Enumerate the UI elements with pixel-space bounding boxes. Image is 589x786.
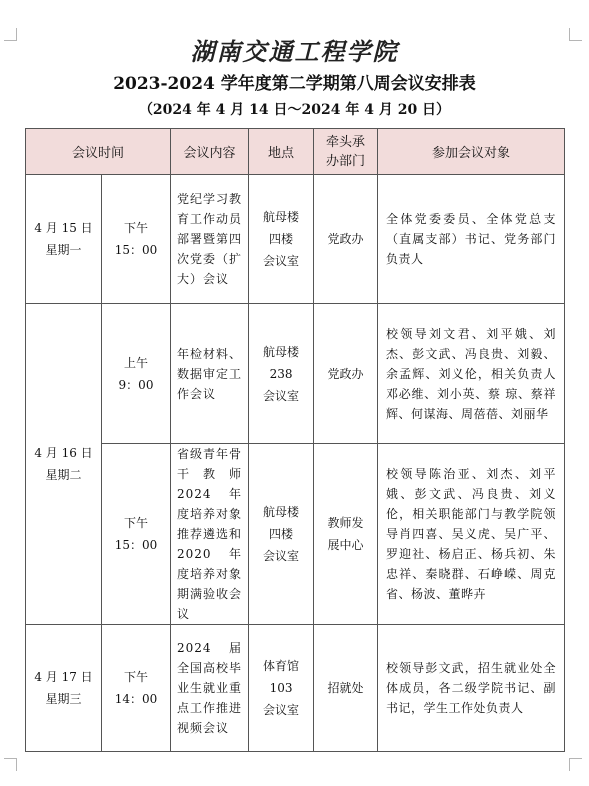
- date-range: （2024 年 4 月 14 日～2024 年 4 月 20 日）: [138, 102, 451, 118]
- meeting-attendees: 校领导陈治亚、刘杰、刘平娥、彭文武、冯良贵、刘义伦，相关职能部门与教学院领导肖四喜、吴义虎、吴广平、罗迎社、杨启正、杨兵初、朱忠祥、秦晓群、石峥嵘、周克省、杨波、董晔卉: [378, 444, 565, 625]
- meeting-content: 省级青年骨干教师 2024 年度培养对象推荐遴选和 2020 年度培养对象期满验收会议: [171, 444, 249, 625]
- margin-corner-bottom-left: [4, 758, 17, 771]
- meeting-location: 体育馆 103 会议室: [249, 625, 314, 752]
- table-header-row: [26, 129, 565, 175]
- table-row: [26, 175, 565, 304]
- meeting-content: 年检材料、数据审定工作会议: [171, 304, 249, 444]
- meeting-time: 下午 15：00: [102, 444, 171, 625]
- table-row: [26, 625, 565, 752]
- meeting-time: 下午 15：00: [102, 175, 171, 304]
- header-attendees: 参加会议对象: [378, 129, 565, 175]
- header-meeting-time: 会议时间: [26, 129, 171, 175]
- lead-department: 教师发展中心: [314, 444, 378, 625]
- meeting-attendees: 校领导彭文武，招生就业处全体成员，各二级学院书记、副书记，学生工作处负责人: [378, 625, 565, 752]
- lead-department: 党政办: [314, 175, 378, 304]
- meeting-date: 4 月 16 日 星期二: [26, 304, 102, 625]
- school-name: 湖南交通工程学院: [190, 37, 399, 66]
- meeting-date: 4 月 17 日 星期三: [26, 625, 102, 752]
- table-row: [26, 444, 565, 625]
- lead-department: 党政办: [314, 304, 378, 444]
- meeting-attendees: 全体党委委员、全体党总支（直属支部）书记、党务部门负责人: [378, 175, 565, 304]
- header-meeting-content: 会议内容: [171, 129, 249, 175]
- table-row: [26, 304, 565, 444]
- meeting-date: 4 月 15 日 星期一: [26, 175, 102, 304]
- meeting-location: 航母楼 四楼 会议室: [249, 444, 314, 625]
- header-lead-department: 牵头承办部门: [314, 129, 378, 175]
- meeting-location: 航母楼 四楼 会议室: [249, 175, 314, 304]
- margin-corner-bottom-right: [569, 758, 582, 771]
- lead-department: 招就处: [314, 625, 378, 752]
- document-title: 2023-2024 学年度第二学期第八周会议安排表: [113, 74, 476, 94]
- header-location: 地点: [249, 129, 314, 175]
- meeting-time: 下午 14：00: [102, 625, 171, 752]
- meeting-attendees: 校领导刘文君、刘平娥、刘杰、彭文武、冯良贵、刘毅、余孟辉、刘义伦，相关负责人邓必维、刘小英、蔡 琼、蔡祥辉、何谋海、周蓓蓓、刘丽华: [378, 304, 565, 444]
- meeting-content: 2024 届全国高校毕业生就业重点工作推进视频会议: [171, 625, 249, 752]
- meeting-time: 上午 9：00: [102, 304, 171, 444]
- meeting-schedule-table: [25, 128, 565, 752]
- meeting-location: 航母楼 238 会议室: [249, 304, 314, 444]
- meeting-content: 党纪学习教育工作动员部署暨第四次党委（扩大）会议: [171, 175, 249, 304]
